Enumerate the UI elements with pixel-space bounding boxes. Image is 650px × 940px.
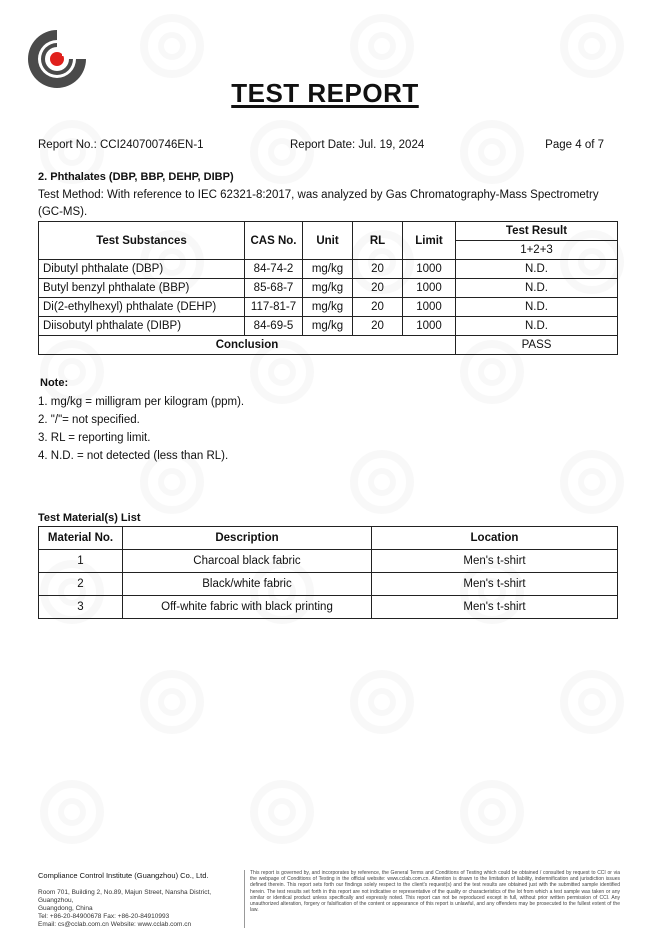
cas-number: 84-74-2 xyxy=(245,260,303,279)
material-location: Men's t-shirt xyxy=(372,573,618,596)
footer-address: Guangdong, China xyxy=(38,905,93,912)
material-location: Men's t-shirt xyxy=(372,596,618,619)
materials-title: Test Material(s) List xyxy=(38,512,141,524)
substance-name: Dibutyl phthalate (DBP) xyxy=(39,260,245,279)
material-no: 2 xyxy=(39,573,123,596)
footer-divider xyxy=(244,870,245,928)
footer-company-name: Compliance Control Institute (Guangzhou) Co., Ltd. xyxy=(38,871,209,880)
conclusion-label: Conclusion xyxy=(39,336,456,355)
material-no: 3 xyxy=(39,596,123,619)
material-no: 1 xyxy=(39,550,123,573)
cas-number: 84-69-5 xyxy=(245,317,303,336)
notes-list xyxy=(38,393,244,465)
footer-disclaimer: This report is governed by, and incorporates by reference, the General Terms and Conditions of Testing which could be obtained / consulted by request to CCI or via the webpage of Conditions of Testing in the official website: www.cclab.com.cn. Attention is drawn to the limitation of liability, indemnification and jurisdiction issues defined therein. This report sets forth our findings solely respect to the client's request(s) and the test results are obtained just with the submitted sample identified herein. The test results set forth in this report are not indicative or representative of the quality or characteristics of the lot from which a test sample was taken or any similar or identical product unless specifically and expressly noted. This report can not be reproduced except in full, without prior written permission of CCI. Any unauthorized alteration, forgery or falsification of the content or appearance of this report is unlawful, and any offenders may be prosecuted to the fullest extent of the law. xyxy=(250,870,620,914)
material-description: Black/white fabric xyxy=(123,573,372,596)
cas-number: 85-68-7 xyxy=(245,279,303,298)
limit-cell: 1000 xyxy=(403,260,456,279)
watermark-logo-icon xyxy=(350,450,414,514)
unit-cell: mg/kg xyxy=(303,298,353,317)
results-table xyxy=(38,221,618,355)
header-location: Location xyxy=(372,527,618,550)
table-row xyxy=(39,573,618,596)
rl-cell: 20 xyxy=(353,279,403,298)
header-sample-id: 1+2+3 xyxy=(456,241,618,260)
report-date: Report Date: Jul. 19, 2024 xyxy=(290,139,425,151)
unit-cell: mg/kg xyxy=(303,317,353,336)
footer-contact: Tel: +86-20-84900678 Fax: +86-20-84910993 xyxy=(38,913,170,920)
watermark-logo-icon xyxy=(350,14,414,78)
note-item: 3. RL = reporting limit. xyxy=(38,432,151,444)
result-cell: N.D. xyxy=(456,317,618,336)
watermark-logo-icon xyxy=(560,670,624,734)
result-cell: N.D. xyxy=(456,298,618,317)
material-description: Charcoal black fabric xyxy=(123,550,372,573)
header-unit: Unit xyxy=(303,222,353,260)
watermark-logo-icon xyxy=(250,120,314,184)
unit-cell: mg/kg xyxy=(303,260,353,279)
note-title: Note: xyxy=(40,377,69,389)
report-number: Report No.: CCI240700746EN-1 xyxy=(38,139,204,151)
note-item: 1. mg/kg = milligram per kilogram (ppm). xyxy=(38,396,245,408)
table-row xyxy=(39,260,618,279)
watermark-logo-icon xyxy=(140,670,204,734)
limit-cell: 1000 xyxy=(403,298,456,317)
table-row xyxy=(39,298,618,317)
page-indicator: Page 4 of 7 xyxy=(545,139,604,151)
result-cell: N.D. xyxy=(456,279,618,298)
header-description: Description xyxy=(123,527,372,550)
footer-contact: Email: cs@cclab.com.cn Website: www.cclab.com.cn xyxy=(38,921,192,928)
limit-cell: 1000 xyxy=(403,279,456,298)
result-cell: N.D. xyxy=(456,260,618,279)
material-location: Men's t-shirt xyxy=(372,550,618,573)
footer-company-info xyxy=(38,872,238,929)
rl-cell: 20 xyxy=(353,298,403,317)
limit-cell: 1000 xyxy=(403,317,456,336)
substance-name: Butyl benzyl phthalate (BBP) xyxy=(39,279,245,298)
watermark-logo-icon xyxy=(140,14,204,78)
conclusion-value: PASS xyxy=(456,336,618,355)
section-title: 2. Phthalates (DBP, BBP, DEHP, DIBP) xyxy=(38,171,234,183)
watermark-logo-icon xyxy=(40,780,104,844)
test-method: Test Method: With reference to IEC 62321-8:2017, was analyzed by Gas Chromatography-Mass Spectrometry (GC-MS). xyxy=(38,189,599,218)
watermark-logo-icon xyxy=(350,670,414,734)
materials-table xyxy=(38,526,618,619)
header-cas-no: CAS No. xyxy=(245,222,303,260)
rl-cell: 20 xyxy=(353,260,403,279)
substance-name: Di(2-ethylhexyl) phthalate (DEHP) xyxy=(39,298,245,317)
header-rl: RL xyxy=(353,222,403,260)
rl-cell: 20 xyxy=(353,317,403,336)
conclusion-row xyxy=(39,336,618,355)
material-description: Off-white fabric with black printing xyxy=(123,596,372,619)
note-item: 4. N.D. = not detected (less than RL). xyxy=(38,450,229,462)
header-material-no: Material No. xyxy=(39,527,123,550)
watermark-logo-icon xyxy=(560,14,624,78)
header-test-result: Test Result xyxy=(456,222,618,241)
report-title: TEST REPORT xyxy=(231,78,419,108)
watermark-logo-icon xyxy=(460,780,524,844)
header-test-substances: Test Substances xyxy=(39,222,245,260)
watermark-logo-icon xyxy=(560,450,624,514)
note-item: 2. "/"= not specified. xyxy=(38,414,140,426)
footer-address: Room 701, Building 2, No.89, Majun Street, Nansha District, Guangzhou, xyxy=(38,889,212,904)
table-row xyxy=(39,279,618,298)
watermark-logo-icon xyxy=(460,120,524,184)
watermark-logo-icon xyxy=(250,780,314,844)
substance-name: Diisobutyl phthalate (DIBP) xyxy=(39,317,245,336)
table-row xyxy=(39,596,618,619)
table-row xyxy=(39,550,618,573)
cas-number: 117-81-7 xyxy=(245,298,303,317)
unit-cell: mg/kg xyxy=(303,279,353,298)
header-limit: Limit xyxy=(403,222,456,260)
table-row xyxy=(39,317,618,336)
